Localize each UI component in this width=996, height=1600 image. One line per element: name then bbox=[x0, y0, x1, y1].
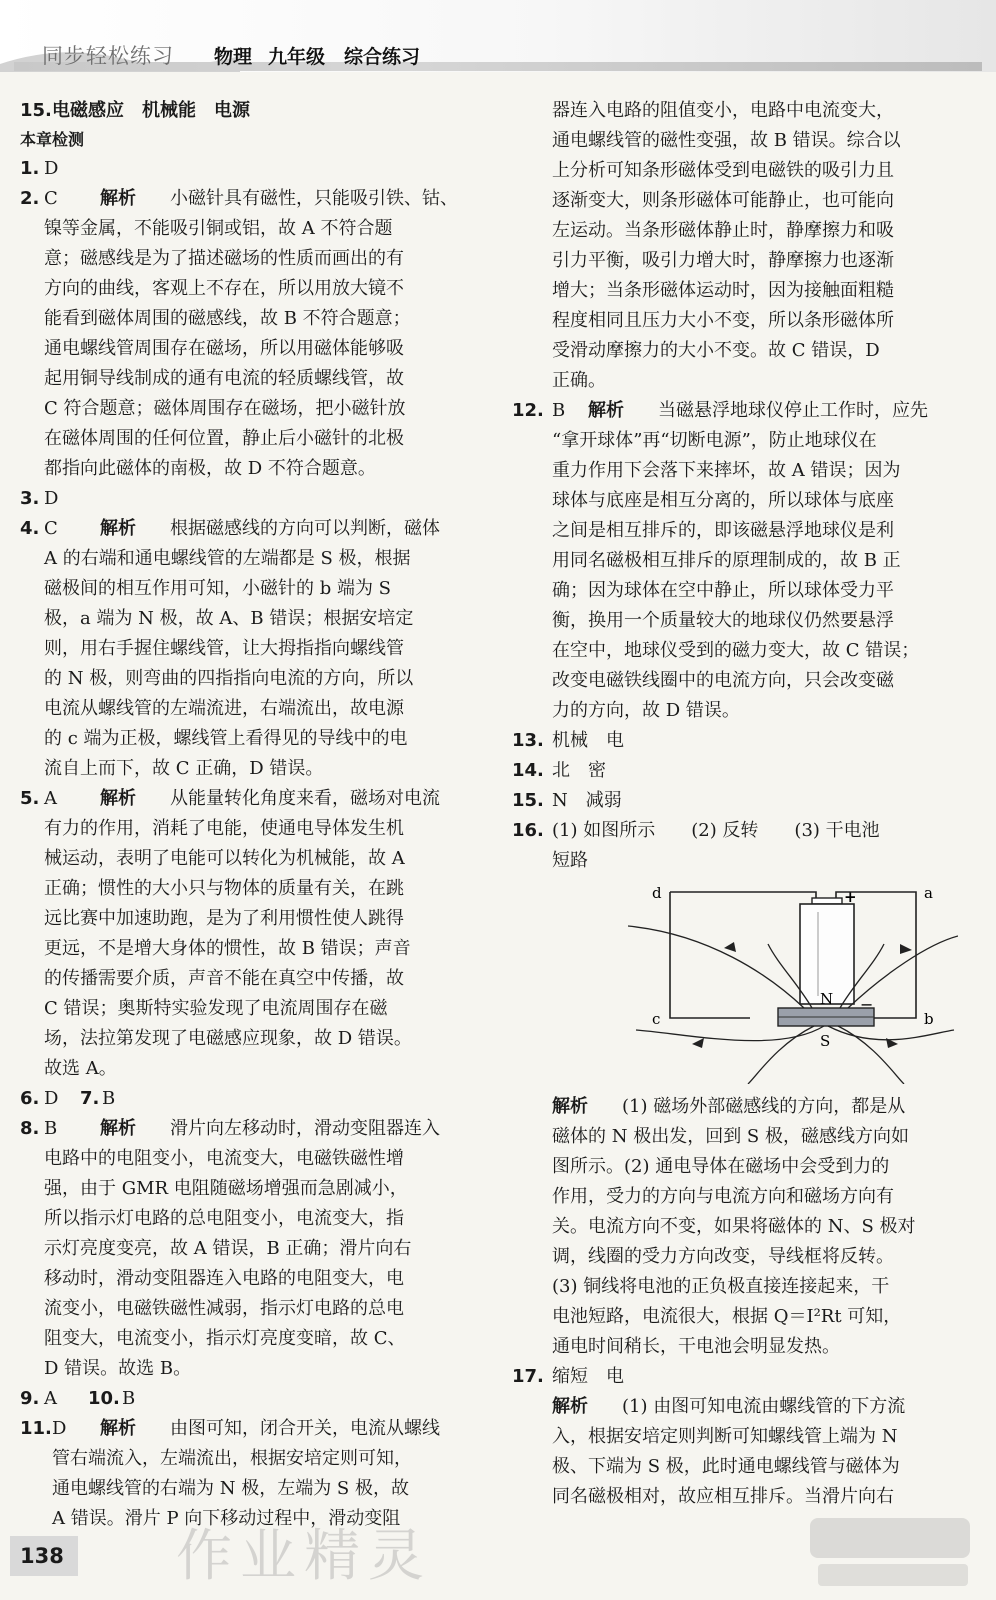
label-north: N bbox=[820, 990, 834, 1008]
answer-16-analysis: 解析 (1) 磁场外部磁感线的方向，都是从 磁体的 N 极出发，回到 S 极，磁感线方向如 图所示。(2) 通电导体在磁场中会受到力的 作用，受力的方向与电流方向和磁场方向有 关。电流方向不变，如果将磁体的 N、S 极对 调，线圈的受力方向改变，导线框将反转。 (3) 铜线将电池的正负极直接连接起来，干 电池短路，电流很大，根据 Q＝I²Rt 可知， 通电时间稍长，干电池会明显发热。 bbox=[552, 1096, 916, 1357]
site-logo-watermark bbox=[800, 1512, 980, 1590]
label-a: a bbox=[924, 884, 933, 902]
wire-frame-top-left bbox=[670, 892, 816, 898]
answer-4: 4. C 解析 根据磁感线的方向可以判断，磁体 A 的右端和通电螺线管的左端都是 S 极，根据 磁极间的相互作用可知，小磁针的 b 端为 S 极，a 端为 N 极，故 A、B 错误；根据安培定 则，用右手握住螺线管，让大拇指指向螺线管 的 N 极，则弯曲的四指指向电流的方向，所以 电流从螺线管的左端流进，右端流出，故电源 的 c 端为正极，螺线管上看得见的导线中的电 流自上而下，故 C 正确，D 错误。 bbox=[20, 518, 440, 779]
right-column bbox=[512, 96, 964, 1512]
answer-2: 2. C 解析 小磁针具有磁性，只能吸引铁、钴、 镍等金属，不能吸引铜或铝，故 A 不符合题 意；磁感线是为了描述磁场的性质而画出的有 方向的曲线，客观上不存在，所以用放大镜不 能看到磁体周围的磁感线，故 B 不符合题意； 通电螺线管周围存在磁场，所以用磁体能够吸 起用铜导线制成的通有电流的轻质螺线管，故 C 符合题意；磁体周围存在磁场，把小磁针放 在磁体周围的任何位置，静止后小磁针的北极 都指向此磁体的南极，故 D 不符合题意。 bbox=[20, 188, 458, 479]
page-number: 138 bbox=[10, 1536, 78, 1576]
answer-9-10: 9. A 10. B bbox=[20, 1388, 136, 1409]
label-south: S bbox=[820, 1032, 831, 1050]
label-negative: − bbox=[860, 995, 874, 1014]
wire-frame-left bbox=[670, 892, 750, 1018]
label-b: b bbox=[924, 1010, 934, 1028]
answer-1: 1. D bbox=[20, 158, 59, 179]
field-line-upper-left bbox=[628, 926, 804, 1008]
arrow-icon-upper-left bbox=[724, 942, 736, 952]
answer-14: 14. 北 密 bbox=[512, 760, 606, 781]
arrow-icon-upper-right bbox=[900, 944, 912, 954]
watermark-text: 作业精灵 bbox=[176, 1524, 432, 1589]
battery-body bbox=[800, 904, 854, 1004]
battery-cap bbox=[812, 898, 842, 904]
left-column bbox=[20, 96, 476, 1534]
answer-8: 8. B 解析 滑片向左移动时，滑动变阻器连入 电路中的电阻变小，电流变大，电磁铁磁性增 强，由于 GMR 电阻随磁场增强而急剧减小， 所以指示灯电路的总电阻变小，电流变大，指 示灯亮度变亮，故 A 错误，B 正确；滑片向右 移动时，滑动变阻器连入电路的电阻变大，电 流变小，电磁铁磁性减弱，指示灯电路的总电 阻变大，电流变小，指示灯亮度变暗，故 C、 D 错误。故选 B。 bbox=[20, 1118, 440, 1379]
answer-6-7: 6. D 7. B bbox=[20, 1088, 116, 1109]
arrow-icon-left bbox=[692, 1038, 704, 1048]
field-line-lower-right bbox=[828, 1026, 954, 1040]
header-section: 综合练习 bbox=[344, 46, 421, 68]
answer-5: 5. A 解析 从能量转化角度来看，磁场对电流 有力的作用，消耗了电能，使通电导体发生机 械运动，表明了电能可以转化为机械能，故 A 正确；惯性的大小只与物体的质量有关，在跳 远比赛中加速助跑，是为了利用惯性使人跳得 更远，不是增大身体的惯性，故 B 错误；声音 的传播需要介质，声音不能在真空中传播，故 C 错误；奥斯特实验发现了电流周围存在磁 场，法拉第发现了电磁感应现象，故 D 错误。 故选 A。 bbox=[20, 788, 440, 1079]
header-subject: 物理 bbox=[214, 46, 253, 68]
answer-15-prev: 15. 电磁感应 机械能 电源 bbox=[20, 100, 250, 121]
answer-11-continued: 器连入电路的阻值变小，电路中电流变大， 通电螺线管的磁性变强，故 B 错误。综合以 上分析可知条形磁体受到电磁铁的吸引力且 逐渐变大，则条形磁体可能静止，也可能向 左运动。当条形磁体静止时，静摩擦力和吸 引力平衡，吸引力增大时，静摩擦力也逐渐 增大；当条形磁体运动时，因为接触面粗糙 程度相同且压力大小不变，所以条形磁体所 受滑动摩擦力的大小不变。故 C 错误，D 正确。 bbox=[552, 100, 901, 391]
label-positive: + bbox=[844, 888, 857, 906]
book-series-title: 同步轻松练习 bbox=[42, 44, 174, 68]
answer-12: 12. B 解析 当磁悬浮地球仪停止工作时，应先 “拿开球体”再“切断电源”，防止地球仪在 重力作用下会落下来摔坏，故 A 错误；因为 球体与底座是相互分离的，所以球体与底座 之间是相互排斥的，即该磁悬浮地球仪是利 用同名磁极相互排斥的原理制成的，故 B 正 确；因为球体在空中静止，所以球体受力平 衡，换用一个质量较大的地球仪仍然要悬浮 在空中，地球仪受到的磁力变大，故 C 错误； 改变电磁铁线圈中的电流方向，只会改变磁 力的方向，故 D 错误。 bbox=[512, 400, 928, 721]
label-d: d bbox=[652, 884, 662, 902]
header-grade: 九年级 bbox=[268, 46, 326, 68]
magnet-field-figure bbox=[628, 884, 958, 1084]
label-c: c bbox=[652, 1010, 661, 1028]
chapter-test-heading: 本章检测 bbox=[20, 130, 85, 149]
answer-16: 16. (1) 如图所示 (2) 反转 (3) 干电池 短路 bbox=[512, 820, 880, 871]
field-line-diagram bbox=[628, 884, 958, 1084]
answer-11: 11. D 解析 由图可知，闭合开关，电流从螺线 管右端流入，左端流出，根据安培定则可知， 通电螺线管的右端为 N 极，左端为 S 极，故 A 错误。滑片 P 向下移动过程中，滑动变阻 bbox=[20, 1418, 440, 1529]
answer-15: 15. N 减弱 bbox=[512, 790, 622, 811]
answer-13: 13. 机械 电 bbox=[512, 730, 624, 751]
answer-17: 17. 缩短 电 bbox=[512, 1366, 624, 1387]
answer-3: 3. D bbox=[20, 488, 59, 509]
answer-17-analysis: 解析 (1) 由图可知电流由螺线管的下方流 入，根据安培定则判断可知螺线管上端为 N 极、下端为 S 极，此时通电螺线管与磁体为 同名磁极相对，故应相互排斥。当滑片向右 bbox=[552, 1396, 906, 1507]
field-line-lower-left bbox=[636, 1026, 824, 1041]
